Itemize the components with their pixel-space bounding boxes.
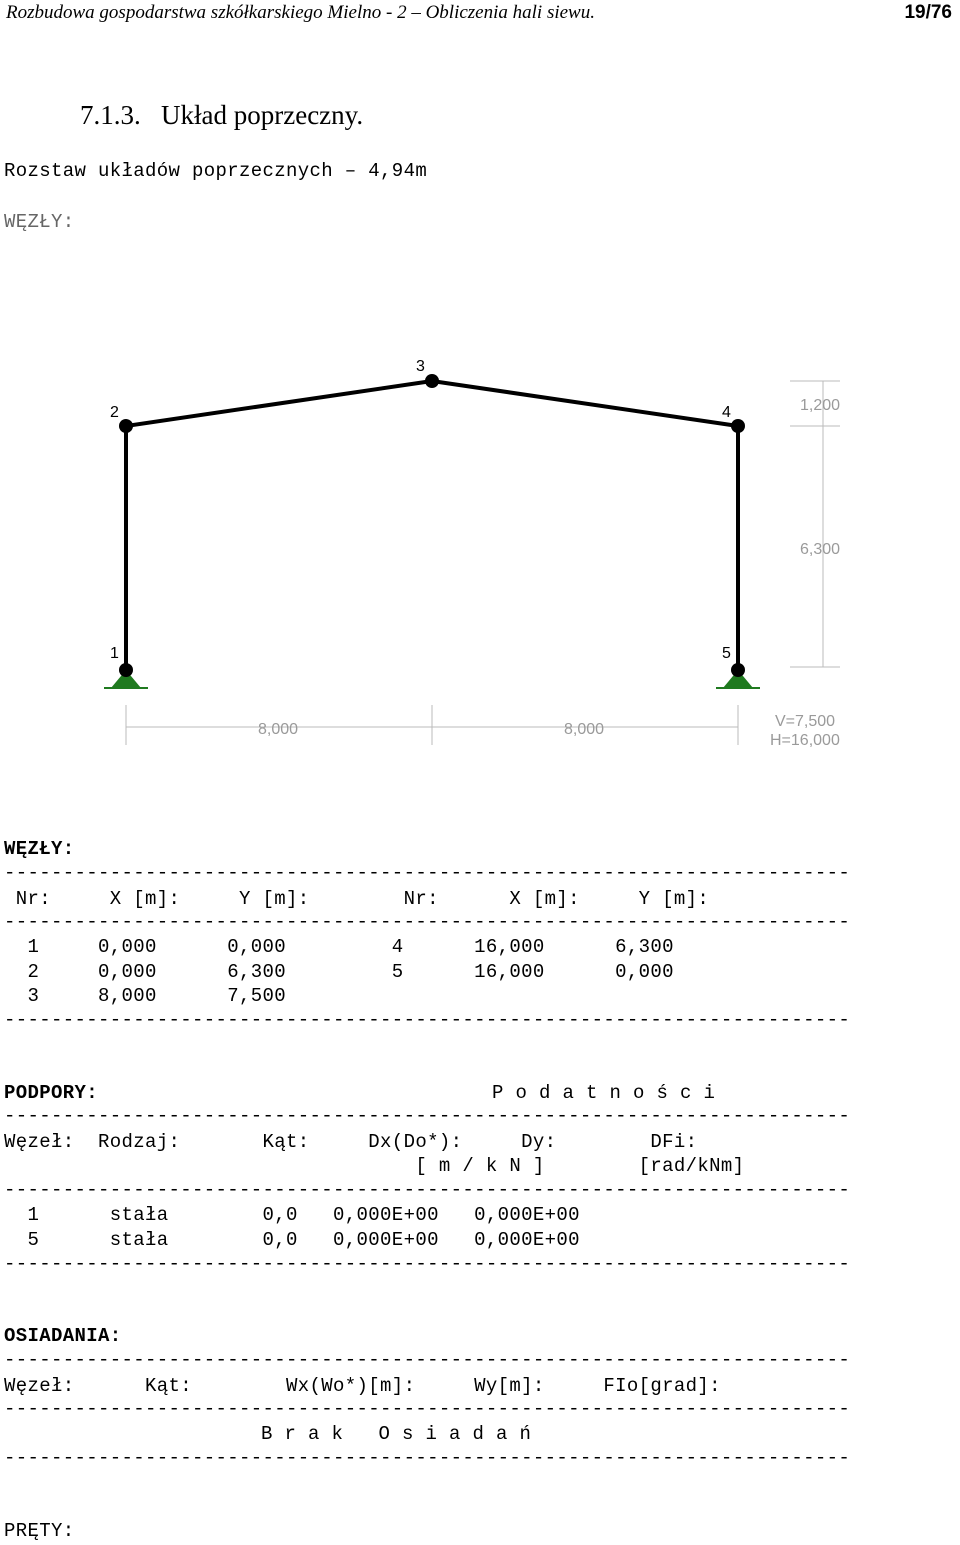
node-label-4: 4 xyxy=(722,404,731,421)
node-label-1: 1 xyxy=(110,645,119,662)
supports-table-row: 1 stała 0,0 0,000E+00 0,000E+00 xyxy=(4,1204,580,1226)
nodes-table-row: 2 0,000 6,300 5 16,000 0,000 xyxy=(4,961,674,983)
rule: ------------------------------------------------------------------------ xyxy=(4,1398,851,1418)
nodes-table-title: WĘZŁY: xyxy=(4,838,75,860)
rule: ------------------------------------------------------------------------ xyxy=(4,911,851,931)
rule: ------------------------------------------------------------------------ xyxy=(4,1447,851,1467)
frame-members xyxy=(126,381,738,681)
node-4 xyxy=(731,419,745,433)
frame-diagram xyxy=(0,340,960,760)
node-3 xyxy=(425,374,439,388)
document-header-title: Rozbudowa gospodarstwa szkółkarskiego Mielno - 2 – Obliczenia hali siewu. xyxy=(6,2,595,23)
dim-total-v: V=7,500 xyxy=(775,713,836,730)
supports-table-title: PODPORY: xyxy=(4,1082,99,1104)
node-label-3: 3 xyxy=(416,358,425,375)
dim-span-left: 8,000 xyxy=(258,721,299,738)
rule: ------------------------------------------------------------------------ xyxy=(4,862,851,882)
dim-total-h: H=16,000 xyxy=(770,732,840,749)
frame-spacing-text: Rozstaw układów poprzecznych – 4,94m xyxy=(4,160,428,182)
page-number: 19/76 xyxy=(904,2,952,23)
rule: ------------------------------------------------------------------------ xyxy=(4,1009,851,1029)
node-1 xyxy=(119,663,133,677)
nodes-table-header: Nr: X [m]: Y [m]: Nr: X [m]: Y [m]: xyxy=(4,888,710,910)
rule: ------------------------------------------------------------------------ xyxy=(4,1105,851,1125)
supports-table-header: Węzeł: Rodzaj: Kąt: Dx(Do*): Dy: DFi: xyxy=(4,1131,698,1153)
settlement-empty-text: B r a k O s i a d a ń xyxy=(261,1423,532,1445)
rule: ------------------------------------------------------------------------ xyxy=(4,1179,851,1199)
node-5 xyxy=(731,663,745,677)
dim-height-roof: 1,200 xyxy=(800,397,841,414)
supports-table-units: [ m / k N ] [rad/kNm] xyxy=(4,1155,745,1177)
nodes-caption: WĘZŁY: xyxy=(4,211,75,233)
nodes-table-row: 1 0,000 0,000 4 16,000 6,300 xyxy=(4,936,674,958)
rule: ------------------------------------------------------------------------ xyxy=(4,1349,851,1369)
node-label-2: 2 xyxy=(110,404,119,421)
nodes-table-row: 3 8,000 7,500 xyxy=(4,985,287,1007)
supports-table-row: 5 stała 0,0 0,000E+00 0,000E+00 xyxy=(4,1229,580,1251)
settlement-table-header: Węzeł: Kąt: Wx(Wo*)[m]: Wy[m]: FIo[grad]: xyxy=(4,1375,721,1397)
rule: ------------------------------------------------------------------------ xyxy=(4,1253,851,1273)
dim-span-right: 8,000 xyxy=(564,721,605,738)
node-label-5: 5 xyxy=(722,645,731,662)
bars-title: PRĘTY: xyxy=(4,1520,75,1542)
section-title: 7.1.3. Układ poprzeczny. xyxy=(80,100,364,130)
supports-table-compliance-title: P o d a t n o ś c i xyxy=(492,1082,716,1104)
settlement-table-title: OSIADANIA: xyxy=(4,1325,122,1347)
node-2 xyxy=(119,419,133,433)
dim-height-column: 6,300 xyxy=(800,541,841,558)
